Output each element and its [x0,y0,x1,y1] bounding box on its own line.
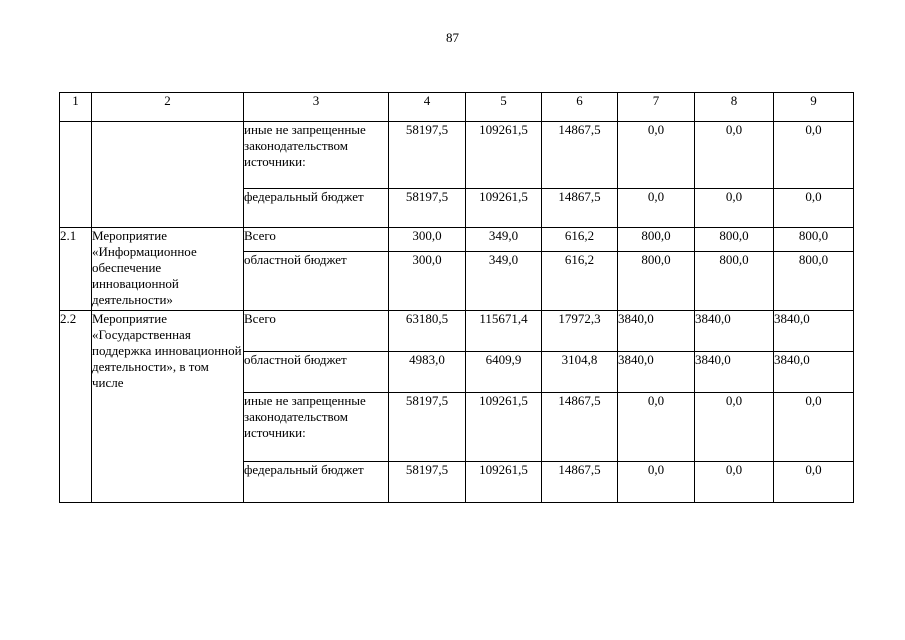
cell-value: 3840,0 [618,311,695,352]
cell-value: 300,0 [389,228,466,252]
cell-value: 0,0 [618,393,695,462]
cell-value: 0,0 [618,189,695,228]
funding-source: областной бюджет [244,352,389,393]
column-header: 8 [695,93,774,122]
page-number: 87 [446,30,459,45]
cell-value: 0,0 [774,393,854,462]
cell-value: 17972,3 [542,311,618,352]
cell-value: 616,2 [542,252,618,311]
cell-value: 14867,5 [542,462,618,503]
cell-value: 800,0 [774,252,854,311]
funding-source: Всего [244,311,389,352]
cell-value: 14867,5 [542,122,618,189]
cell-value: 109261,5 [466,393,542,462]
row-index: 2.2 [60,311,92,503]
cell-value: 800,0 [695,228,774,252]
funding-source: федеральный бюджет [244,462,389,503]
column-header: 9 [774,93,854,122]
row-index: 2.1 [60,228,92,311]
cell-value: 0,0 [618,462,695,503]
cell-value: 3840,0 [774,352,854,393]
cell-value: 58197,5 [389,122,466,189]
funding-source: Всего [244,228,389,252]
cell-value: 0,0 [695,393,774,462]
cell-value: 0,0 [774,462,854,503]
cell-value: 6409,9 [466,352,542,393]
cell-value: 800,0 [695,252,774,311]
cell-value: 800,0 [618,228,695,252]
cell-value: 300,0 [389,252,466,311]
column-header: 6 [542,93,618,122]
cell-value: 115671,4 [466,311,542,352]
cell-value: 14867,5 [542,393,618,462]
cell-value: 800,0 [774,228,854,252]
cell-value: 3840,0 [774,311,854,352]
funding-source: областной бюджет [244,252,389,311]
column-header: 5 [466,93,542,122]
column-header: 7 [618,93,695,122]
cell-value: 3840,0 [695,311,774,352]
budget-table [59,92,854,503]
cell-value: 3840,0 [618,352,695,393]
column-header: 4 [389,93,466,122]
cell-value: 3104,8 [542,352,618,393]
cell-value: 109261,5 [466,189,542,228]
cell-value: 0,0 [695,122,774,189]
cell-value: 349,0 [466,228,542,252]
funding-source: федеральный бюджет [244,189,389,228]
column-header: 2 [92,93,244,122]
table-row [60,311,854,352]
funding-source: иные не запрещенные законодательством источники: [244,122,389,189]
cell-value: 0,0 [695,462,774,503]
column-header: 3 [244,93,389,122]
cell-value: 58197,5 [389,462,466,503]
cell-value: 109261,5 [466,462,542,503]
cell-value: 109261,5 [466,122,542,189]
cell-value: 0,0 [618,122,695,189]
cell-value: 0,0 [695,189,774,228]
cell-value: 3840,0 [695,352,774,393]
row-name: Мероприятие «Государственная поддержка инновационной деятельности», в том числе [92,311,244,503]
row-name: Мероприятие «Информационное обеспечение инновационной деятельности» [92,228,244,311]
cell-value: 58197,5 [389,393,466,462]
cell-value: 800,0 [618,252,695,311]
cell-value: 349,0 [466,252,542,311]
cell-value: 58197,5 [389,189,466,228]
cell-value: 0,0 [774,122,854,189]
cell-value: 0,0 [774,189,854,228]
table-header-row [60,93,854,122]
funding-source: иные не запрещенные законодательством источники: [244,393,389,462]
table-row [60,228,854,252]
cell-value: 4983,0 [389,352,466,393]
table-row [60,122,854,189]
row-index [60,122,92,228]
column-header: 1 [60,93,92,122]
cell-value: 616,2 [542,228,618,252]
cell-value: 14867,5 [542,189,618,228]
row-name [92,122,244,228]
cell-value: 63180,5 [389,311,466,352]
